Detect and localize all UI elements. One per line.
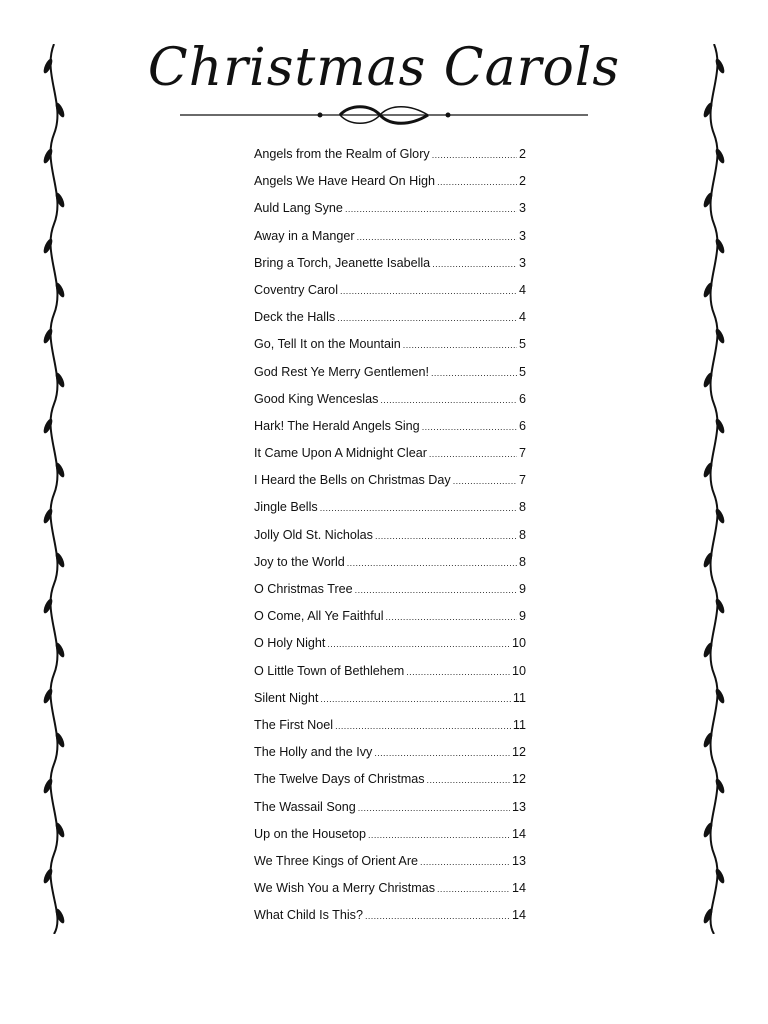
toc-entry-page: 2 (518, 147, 526, 161)
toc-entry-title: What Child Is This? (254, 908, 363, 923)
dot-leader (337, 310, 517, 324)
dot-leader (374, 745, 510, 759)
toc-entry-page: 2 (518, 174, 526, 189)
toc-entry (254, 147, 526, 174)
toc-entry-page: 8 (518, 527, 526, 542)
toc-entry (254, 718, 526, 745)
toc-entry (254, 419, 526, 446)
toc-entry (254, 854, 526, 881)
toc-entry (254, 772, 526, 799)
toc-entry-title: Good King Wenceslas (254, 391, 379, 406)
toc-entry-page: 6 (518, 418, 526, 433)
left-vine-border (40, 44, 68, 934)
dot-leader (386, 609, 517, 623)
toc-entry-title: O Come, All Ye Faithful (254, 609, 384, 624)
toc-entry-title: Auld Lang Syne (254, 201, 343, 216)
toc-entry-title: Go, Tell It on the Mountain (254, 337, 401, 352)
toc-entry (254, 528, 526, 555)
toc-entry (254, 636, 526, 663)
toc-entry-title: Coventry Carol (254, 282, 338, 297)
toc-entry-page: 4 (518, 310, 526, 325)
toc-entry-title: God Rest Ye Merry Gentlemen! (254, 364, 429, 379)
dot-leader (380, 392, 517, 406)
toc-entry-page: 10 (511, 636, 526, 651)
dot-leader (437, 881, 510, 895)
toc-entry-page: 11 (512, 690, 526, 705)
toc-entry-page: 9 (518, 582, 526, 596)
toc-entry-page: 8 (518, 500, 526, 515)
toc-entry-title: The Twelve Days of Christmas (254, 772, 425, 787)
dot-leader (347, 555, 517, 569)
dot-leader (355, 582, 517, 596)
table-of-contents (254, 147, 526, 935)
toc-entry-page: 7 (518, 446, 526, 461)
toc-entry-page: 3 (518, 228, 526, 243)
dot-leader (429, 446, 517, 460)
toc-entry (254, 582, 526, 609)
toc-entry (254, 283, 526, 310)
toc-entry-page: 7 (518, 473, 526, 488)
toc-entry-title: Away in a Manger (254, 228, 355, 243)
toc-entry-title: The First Noel (254, 717, 334, 732)
dot-leader (375, 528, 517, 542)
dot-leader (345, 201, 517, 215)
dot-leader (453, 473, 517, 487)
toc-entry-title: Jolly Old St. Nicholas (254, 527, 373, 542)
dot-leader (335, 718, 511, 732)
toc-entry-title: Deck the Halls (254, 310, 336, 325)
toc-entry-title: Silent Night (254, 690, 319, 705)
toc-entry (254, 827, 526, 854)
toc-entry (254, 908, 526, 935)
toc-entry (254, 201, 526, 228)
toc-entry-page: 14 (511, 908, 526, 923)
dot-leader (406, 664, 510, 678)
dot-leader (432, 256, 517, 270)
toc-entry-page: 3 (518, 201, 526, 216)
page-title: Christmas Carols (147, 38, 621, 98)
toc-entry (254, 310, 526, 337)
toc-entry-title: O Holy Night (254, 636, 326, 651)
toc-entry-title: O Christmas Tree (254, 582, 353, 596)
toc-entry-title: Angels We Have Heard On High (254, 174, 436, 189)
toc-entry-title: The Holly and the Ivy (254, 745, 373, 760)
toc-entry-page: 14 (511, 881, 526, 896)
dot-leader (432, 147, 517, 161)
toc-entry (254, 881, 526, 908)
dot-leader (358, 800, 510, 814)
dot-leader (368, 827, 510, 841)
toc-entry-title: The Wassail Song (254, 799, 356, 814)
toc-entry-page: 10 (511, 663, 526, 678)
right-vine-border (700, 44, 728, 934)
toc-entry (254, 555, 526, 582)
toc-entry (254, 392, 526, 419)
toc-entry (254, 664, 526, 691)
dot-leader (357, 229, 517, 243)
toc-entry-title: We Wish You a Merry Christmas (254, 881, 436, 896)
toc-entry-page: 6 (518, 391, 526, 406)
dot-leader (340, 283, 517, 297)
toc-entry (254, 337, 526, 364)
toc-entry-page: 12 (511, 745, 526, 760)
toc-entry-page: 12 (511, 772, 526, 787)
toc-entry-title: Jingle Bells (254, 500, 318, 515)
toc-entry-title: I Heard the Bells on Christmas Day (254, 473, 451, 488)
toc-entry-page: 9 (518, 609, 526, 624)
dot-leader (431, 365, 517, 379)
toc-entry (254, 745, 526, 772)
toc-entry (254, 473, 526, 500)
toc-entry-title: It Came Upon A Midnight Clear (254, 446, 427, 461)
toc-entry-page: 5 (518, 337, 526, 352)
dot-leader (320, 691, 511, 705)
toc-entry (254, 446, 526, 473)
dot-leader (365, 908, 510, 922)
toc-entry-title: We Three Kings of Orient Are (254, 853, 419, 868)
toc-entry-title: Joy to the World (254, 554, 345, 569)
toc-entry-title: O Little Town of Bethlehem (254, 663, 405, 678)
toc-entry-title: Hark! The Herald Angels Sing (254, 418, 420, 433)
dot-leader (427, 772, 510, 786)
toc-entry-page: 11 (512, 717, 526, 732)
title-flourish-divider (180, 102, 588, 128)
toc-entry-page: 13 (511, 799, 526, 814)
toc-entry-page: 3 (518, 255, 526, 270)
toc-entry (254, 609, 526, 636)
toc-entry (254, 174, 526, 201)
dot-leader (320, 500, 517, 514)
toc-entry-title: Up on the Housetop (254, 826, 367, 841)
dot-leader (327, 636, 510, 650)
dot-leader (420, 854, 510, 868)
toc-entry-page: 4 (518, 282, 526, 297)
toc-entry-page: 5 (518, 364, 526, 379)
toc-entry-title: Angels from the Realm of Glory (254, 147, 430, 161)
toc-entry (254, 800, 526, 827)
toc-entry (254, 256, 526, 283)
toc-entry-page: 14 (511, 826, 526, 841)
toc-entry-title: Bring a Torch, Jeanette Isabella (254, 255, 431, 270)
dot-leader (422, 419, 517, 433)
toc-entry (254, 691, 526, 718)
dot-leader (403, 337, 517, 351)
toc-entry (254, 365, 526, 392)
dot-leader (437, 174, 517, 188)
toc-entry (254, 229, 526, 256)
toc-entry-page: 13 (511, 853, 526, 868)
toc-entry-page: 8 (518, 554, 526, 569)
toc-entry (254, 500, 526, 527)
